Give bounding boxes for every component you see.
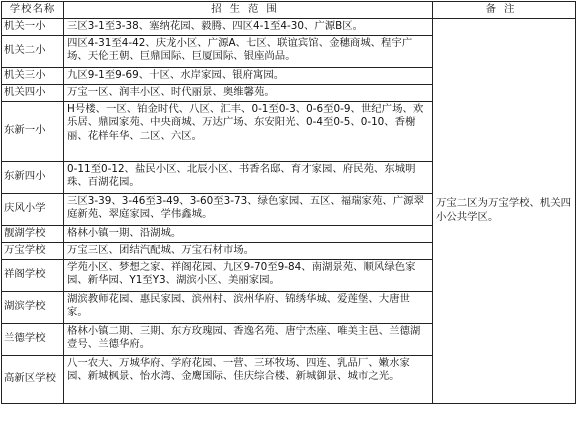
school-name-cell: 机关三小 bbox=[2, 67, 64, 84]
header-enrollment-range: 招生范围 bbox=[64, 2, 433, 19]
range-cell: 万宝一区、润丰小区、时代丽景、奥维馨苑。 bbox=[64, 84, 433, 101]
range-cell: 格林小镇一期、沿湖城。 bbox=[64, 225, 433, 242]
range-cell: 四区4-31至4-42、庆龙小区、广源A、七区、联谊宾馆、金穗商城、程宇广场、天伦王朝、巨鼎国际、巨厦国际、银座尚品。 bbox=[64, 35, 433, 67]
range-cell: 0-11至0-12、盐民小区、北辰小区、书香名邸、育才家园、府民苑、东城明珠、百湖花园。 bbox=[64, 161, 433, 193]
range-cell: 格林小镇二期、三期、东方玫瑰园、香逸名苑、唐宁杰座、唯美主邑、兰德湖壹号、兰德华府。 bbox=[64, 323, 433, 355]
school-name-cell: 机关二小 bbox=[2, 35, 64, 67]
range-cell: 三区3-1至3-38、塞纳花园、毅腾、四区4-1至4-30、广源B区。 bbox=[64, 18, 433, 35]
header-row bbox=[2, 2, 576, 19]
enrollment-table bbox=[1, 1, 576, 404]
school-name-cell: 庆风小学 bbox=[2, 193, 64, 225]
header-school-name: 学校名称 bbox=[2, 2, 64, 19]
school-name-cell: 靓湖学校 bbox=[2, 225, 64, 242]
range-cell: H号楼、一区、铂金时代、八区、汇丰、0-1至0-3、0-6至0-9、世纪广场、欢乐居、鼎园家苑、中央商城、万达广场、东安阳光、0-4至0-5、0-10、香榭丽、花样年华、二区、六区。 bbox=[64, 101, 433, 161]
school-name-cell: 祥阁学校 bbox=[2, 259, 64, 291]
range-cell: 三区3-39、3-46至3-49、3-60至3-73、绿色家园、五区、福瑞家苑、广源翠庭新苑、翠庭家园、学伟鑫城。 bbox=[64, 193, 433, 225]
school-name-cell: 机关一小 bbox=[2, 18, 64, 35]
header-note: 备注 bbox=[433, 2, 576, 19]
note-cell: 万宝二区为万宝学校、机关四小公共学区。 bbox=[433, 18, 576, 403]
school-name-cell: 湖滨学校 bbox=[2, 291, 64, 323]
school-name-cell: 高新区学校 bbox=[2, 355, 64, 403]
school-name-cell: 东新四小 bbox=[2, 161, 64, 193]
school-name-cell: 兰德学校 bbox=[2, 323, 64, 355]
school-name-cell: 万宝学校 bbox=[2, 242, 64, 259]
range-cell: 学苑小区、梦想之家、祥阁花园、九区9-70至9-84、南湖景苑、顺风绿色家园、新华园、Y1至Y3、湖滨小区、美丽家园。 bbox=[64, 259, 433, 291]
range-cell: 九区9-1至9-69、十区、水岸家园、银府寓园。 bbox=[64, 67, 433, 84]
table-header bbox=[2, 2, 576, 19]
table-row bbox=[2, 18, 576, 35]
range-cell: 湖滨教师花园、惠民家园、滨州村、滨州华府、锦绣华城、爱莲堡、大唐世家。 bbox=[64, 291, 433, 323]
range-cell: 万宝三区、团结汽配城、万宝石材市场。 bbox=[64, 242, 433, 259]
school-name-cell: 机关四小 bbox=[2, 84, 64, 101]
school-name-cell: 东新一小 bbox=[2, 101, 64, 161]
range-cell: 八一农大、万城华府、学府花园、一营、三环牧场、四连、乳品厂、嫩水家园、新城枫景、怡水湾、金鹰国际、佳庆综合楼、新城御景、城市之光。 bbox=[64, 355, 433, 403]
table-body bbox=[2, 18, 576, 403]
